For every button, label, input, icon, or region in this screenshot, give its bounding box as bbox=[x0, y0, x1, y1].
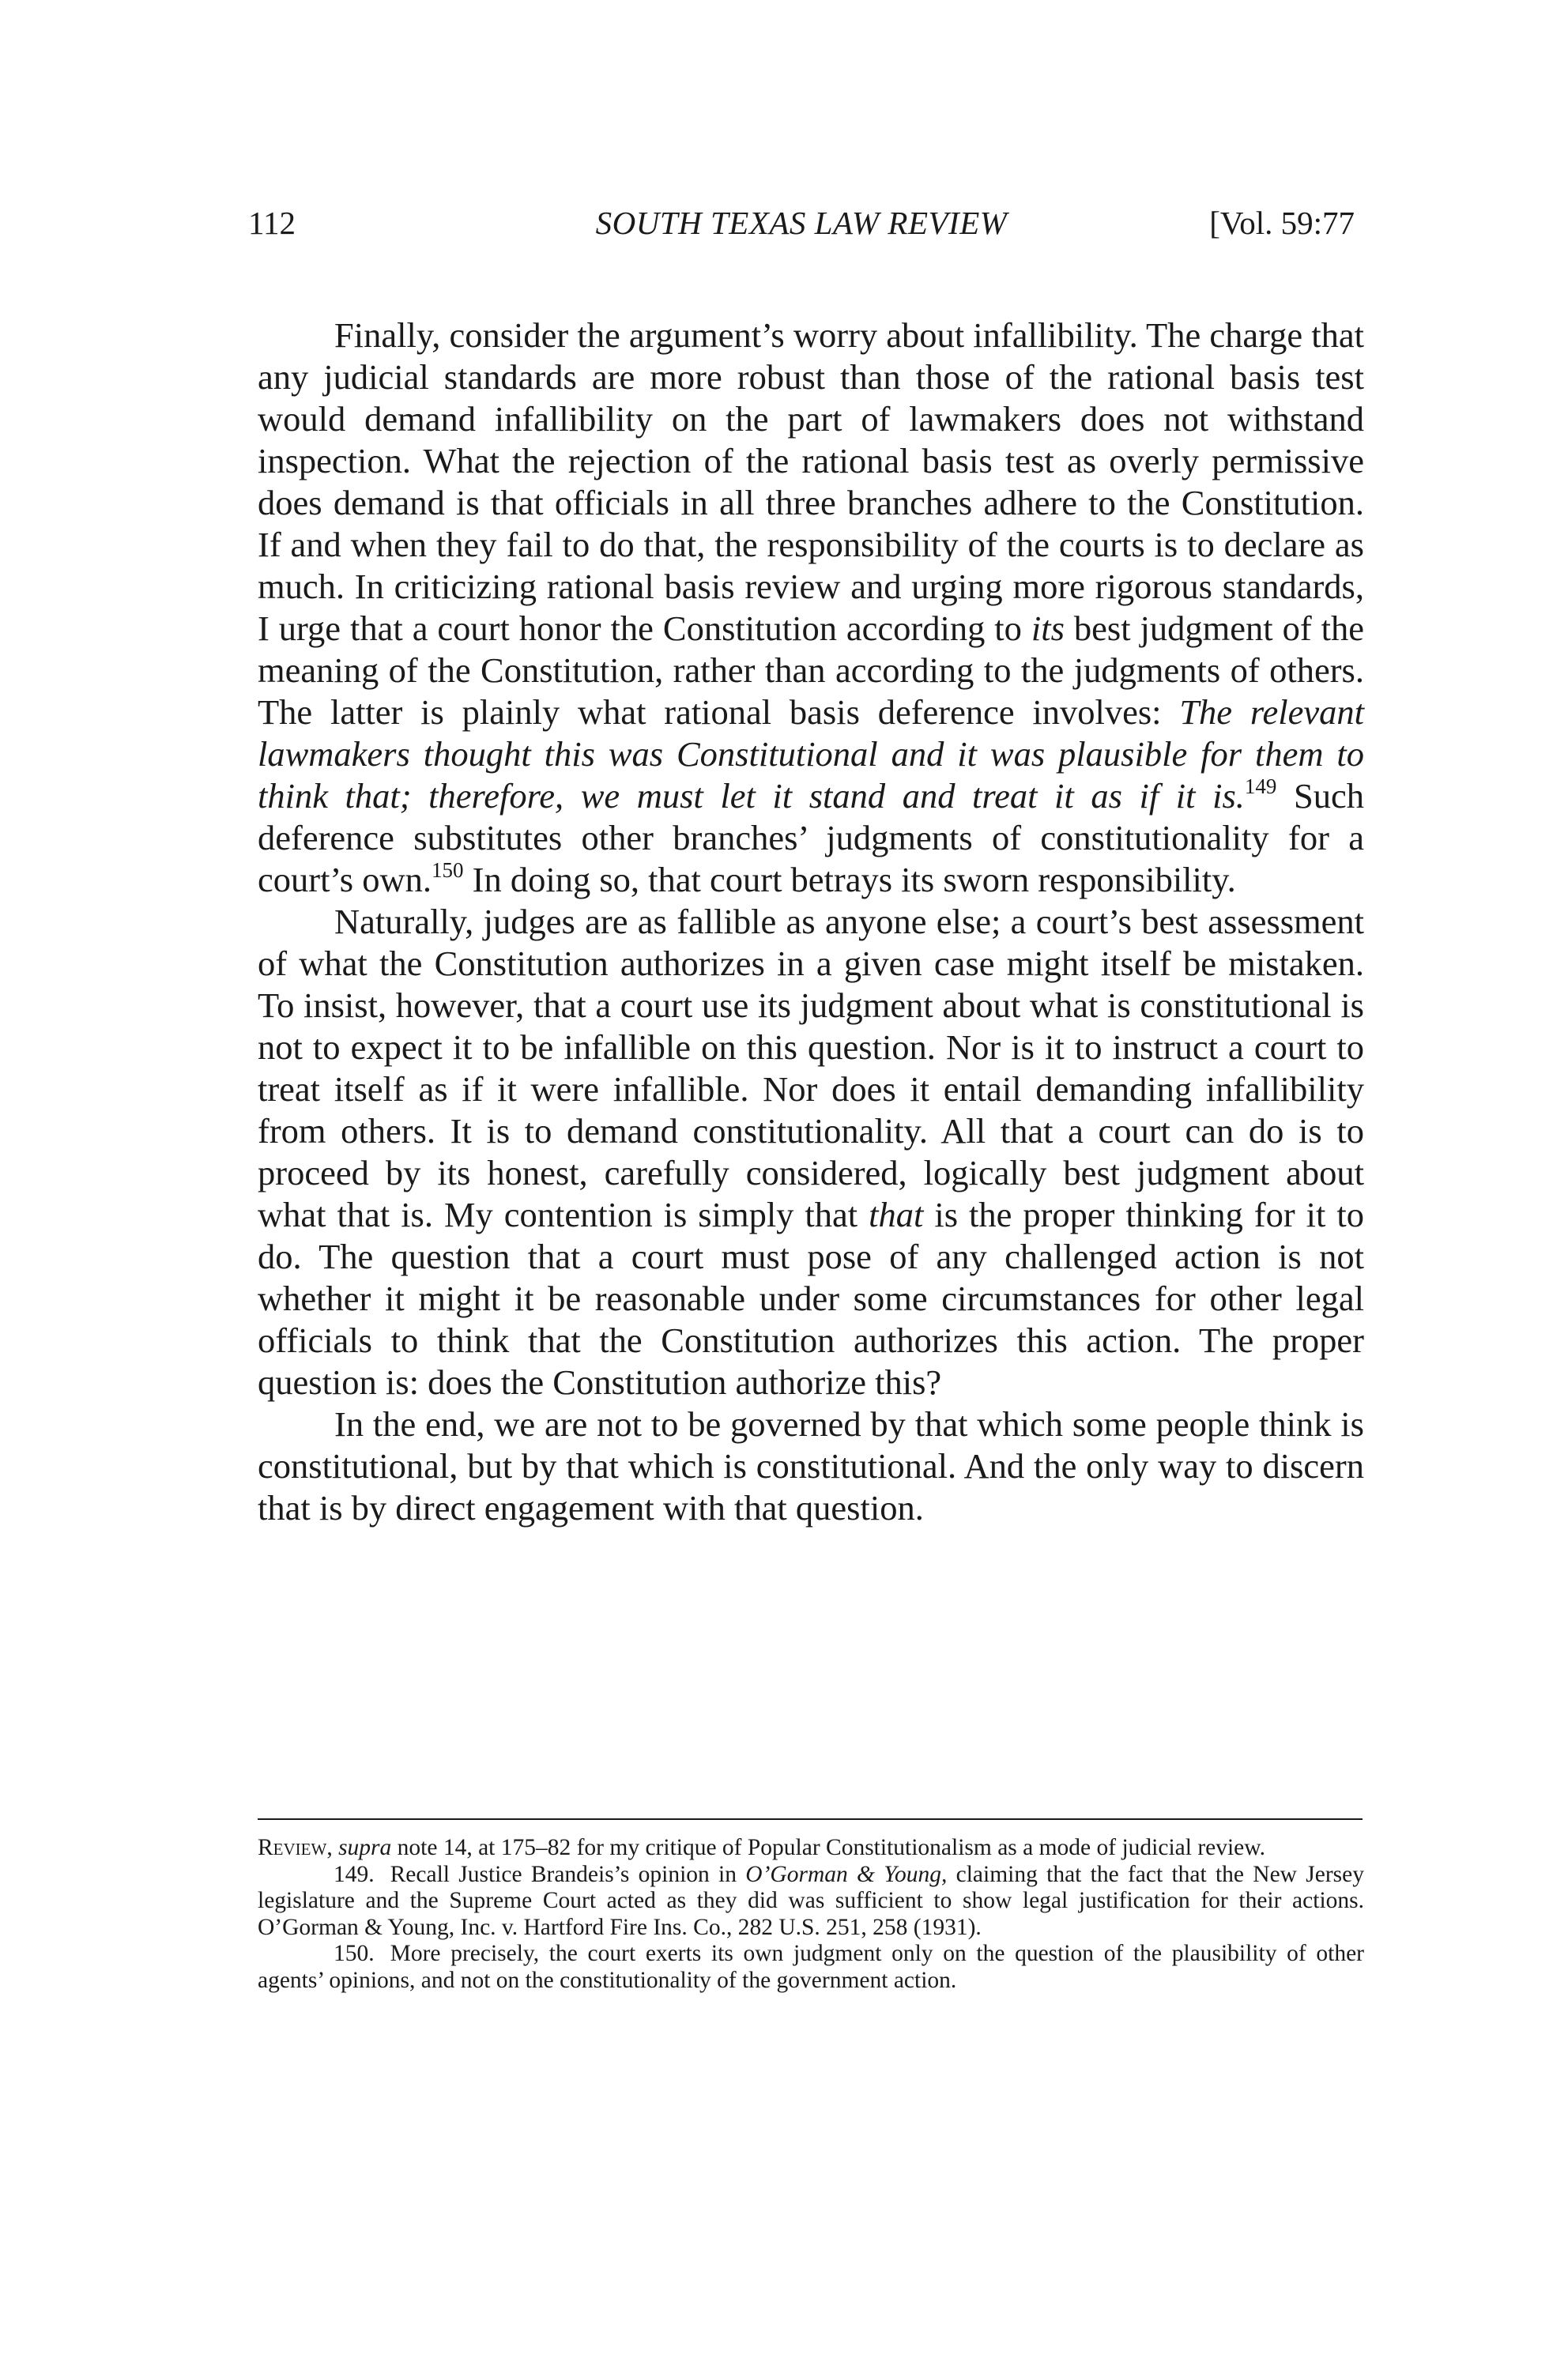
footnote-continued-italic: supra bbox=[338, 1835, 392, 1860]
footnote-149 bbox=[258, 1862, 1364, 1942]
footnote-149-text-b: claiming that the fact that the New Jersey legislature and the Supreme Court acted as they did was sufficient to show legal justification for their actions. O’Gorman & Young, Inc. v. Hartford Fire Ins. Co., 282 U.S. 251, 258 (1931). bbox=[258, 1861, 1364, 1940]
footnote-continued-sep: , bbox=[326, 1835, 339, 1860]
footnote-149-case-name: O’Gorman & Young, bbox=[745, 1861, 948, 1887]
footnote-149-number: 149. bbox=[334, 1861, 375, 1887]
footnote-continued bbox=[258, 1835, 1364, 1862]
emphasis-its: its bbox=[1031, 608, 1065, 648]
paragraph-2 bbox=[258, 901, 1364, 1403]
body-text bbox=[258, 315, 1364, 1529]
paragraph-2-text-c: is the proper thinking for it to do. The question that a court must pose of any challenged action is not whether it might it be reasonable under some circumstances for other legal officials to think that the Constitution authorizes this action. The proper question is: does the Constitution authorize this? bbox=[258, 1195, 1364, 1402]
paragraph-1-text-f: In doing so, that court betrays its sworn responsibility. bbox=[463, 860, 1236, 899]
footnote-150 bbox=[258, 1941, 1364, 1994]
paragraph-3: In the end, we are not to be governed by that which some people think is constitutional, but by that which is constitutional. And the only way to discern that is by direct engagement with that question. bbox=[258, 1404, 1364, 1528]
page-number: 112 bbox=[248, 205, 296, 241]
footnotes bbox=[258, 1835, 1364, 1994]
paragraph-1-text-a: Finally, consider the argument’s worry about infallibility. The charge that any judicial standards are more robust than those of the rational basis test would demand infallibility on the part of lawmakers does not withstand inspection. What the rejection of the rational basis test as overly permissive does demand is that officials in all three branches adhere to the Constitution. If and when they fail to do that, the responsibility of the courts is to declare as much. In criticizing rational basis review and urging more rigorous standards, I urge that a court honor the Constitution according to bbox=[258, 315, 1364, 648]
paragraph-2-text-a: Naturally, judges are as fallible as anyone else; a court’s best assessment of what the Constitution authorizes in a given case might itself be mistaken. To insist, however, that a court use its judgment about what is constitutional is not to expect it to be infallible on this question. Nor is it to instruct a court to treat itself as if it were infallible. Nor does it entail demanding infallibility from others. It is to demand constitutionality. All that a court can do is to proceed by its honest, carefully considered, logically best judgment about what that is. My contention is simply that bbox=[258, 902, 1364, 1234]
footnote-ref-150: 150 bbox=[432, 858, 464, 882]
emphasis-that: that bbox=[869, 1195, 924, 1234]
volume-citation: [Vol. 59:77 bbox=[1209, 205, 1355, 241]
running-head bbox=[248, 204, 1355, 251]
footnote-continued-text: note 14, at 175–82 for my critique of Popular Constitutionalism as a mode of judicial review. bbox=[391, 1835, 1266, 1860]
footnote-continued-smallcaps: Review bbox=[258, 1835, 327, 1860]
journal-title: SOUTH TEXAS LAW REVIEW bbox=[595, 205, 1008, 241]
paragraph-1-text-c: best judgment of the meaning of the Constitution, rather than according to the judgments of others. The latter is plainly what rational basis deference involves: bbox=[258, 608, 1364, 732]
italic-quotation: The relevant lawmakers thought this was Constitutional and it was plausible for them to think that; therefore, we must let it stand and treat it as if it is. bbox=[258, 692, 1364, 816]
footnote-149-text-a: Recall Justice Brandeis’s opinion in bbox=[390, 1861, 746, 1887]
footnote-150-number: 150. bbox=[334, 1941, 375, 1966]
paragraph-1 bbox=[258, 315, 1364, 901]
footnote-ref-149: 149 bbox=[1244, 774, 1277, 798]
footnote-150-text: More precisely, the court exerts its own judgment only on the question of the plausibility of other agents’ opinions, and not on the constitutionality of the government action. bbox=[258, 1941, 1364, 1993]
paragraph-1-text-e: Such deference substitutes other branches’ judgments of constitutionality for a court’s own. bbox=[258, 776, 1365, 899]
footnote-divider bbox=[258, 1818, 1363, 1820]
